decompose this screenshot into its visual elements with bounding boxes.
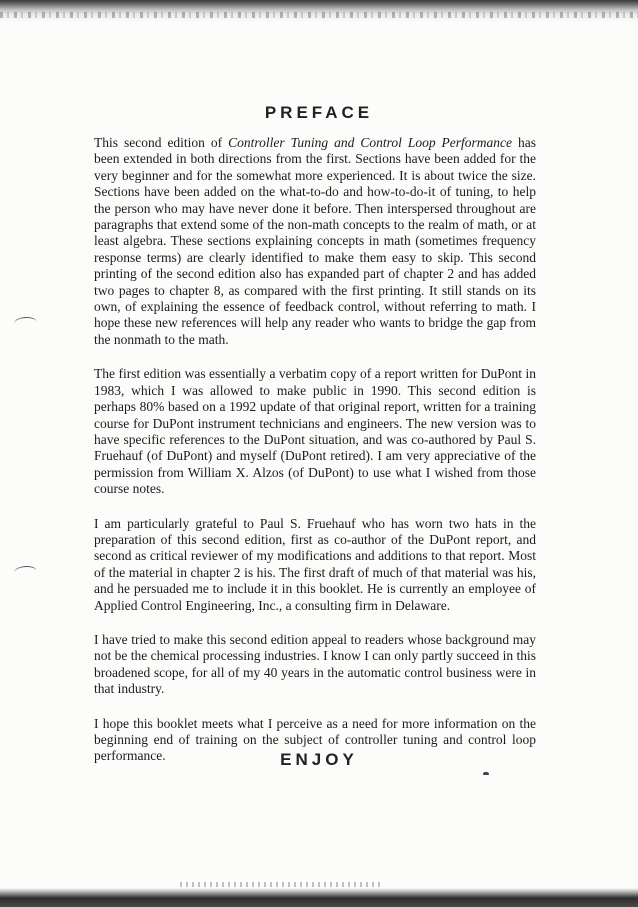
paragraph-5: I hope this booklet meets what I perceive as a need for more information on the beginning end of training on the subject of controller tuning and control loop performance. [94, 715, 536, 764]
paragraph-4: I have tried to make this second edition appeal to readers whose background may not be the chemical processing industries. I know I can only partly succeed in this broadened scope, for all of my 40 years in the automatic control business were in that industry. [94, 631, 537, 697]
paragraph-2: The first edition was essentially a verbatim copy of a report written for DuPont in 1983, which I was allowed to make public in 1990. This second edition is perhaps 80% based on a 1992 update of that original report, written for a training course for DuPont instrument technicians and engineers. The new version was to have specific references to the DuPont situation, and was co-authored by Paul S. Fruehauf (of DuPont) and myself (DuPont retired). I am very appreciative of the permission from William X. Alzos (of DuPont) to use what I wished from those course notes. [94, 366, 536, 497]
paragraph-1 [94, 135, 536, 348]
preface-body [94, 135, 536, 783]
punch-hole-mark-icon [14, 566, 36, 577]
paragraph-3: I am particularly grateful to Paul S. Fruehauf who has worn two hats in the preparation of this second edition, first as co-author of the DuPont report, and second as critical reviewer of my modifications and additions to that report. Most of the material in chapter 2 is his. The first draft of much of that material was his, and he persuaded me to include it in this booklet. He is currently an employee of Applied Control Engineering, Inc., a consulting firm in Delaware. [94, 515, 536, 613]
book-title-emphasis: Controller Tuning and Control Loop Performance [228, 135, 513, 150]
scan-edge-bottom [0, 888, 638, 907]
scan-speck [483, 772, 489, 775]
paragraph-1-rest: has been extended in both directions from the first. Sections have been added for the very beginner and for the somewhat more experienced. It is about twice the size. Sections have been added on the what-to-do and how-to-do-it of tuning, to help the person who may have never done it before. Then interspersed throughout are paragraphs that extend some of the non-math concepts to the realm of math, or at least algebra. These sections explaining concepts in math (sometimes frequency response terms) are clearly identified to make them easy to skip. This second printing of the second edition also has expanded part of chapter 2 and has added two pages to chapter 8, as compared with the first printing. It still stands on its own, of explaining the essence of feedback control, without referring to math. I hope these new references will help any reader who wants to bridge the gap from the nonmath to the math. [94, 135, 537, 347]
closing-heading: ENJOY [280, 750, 358, 769]
paragraph-1-lead: This second edition of [94, 135, 229, 150]
scan-edge-top [0, 0, 638, 22]
page-title: PREFACE [264, 103, 374, 122]
punch-hole-mark-icon [14, 317, 36, 328]
